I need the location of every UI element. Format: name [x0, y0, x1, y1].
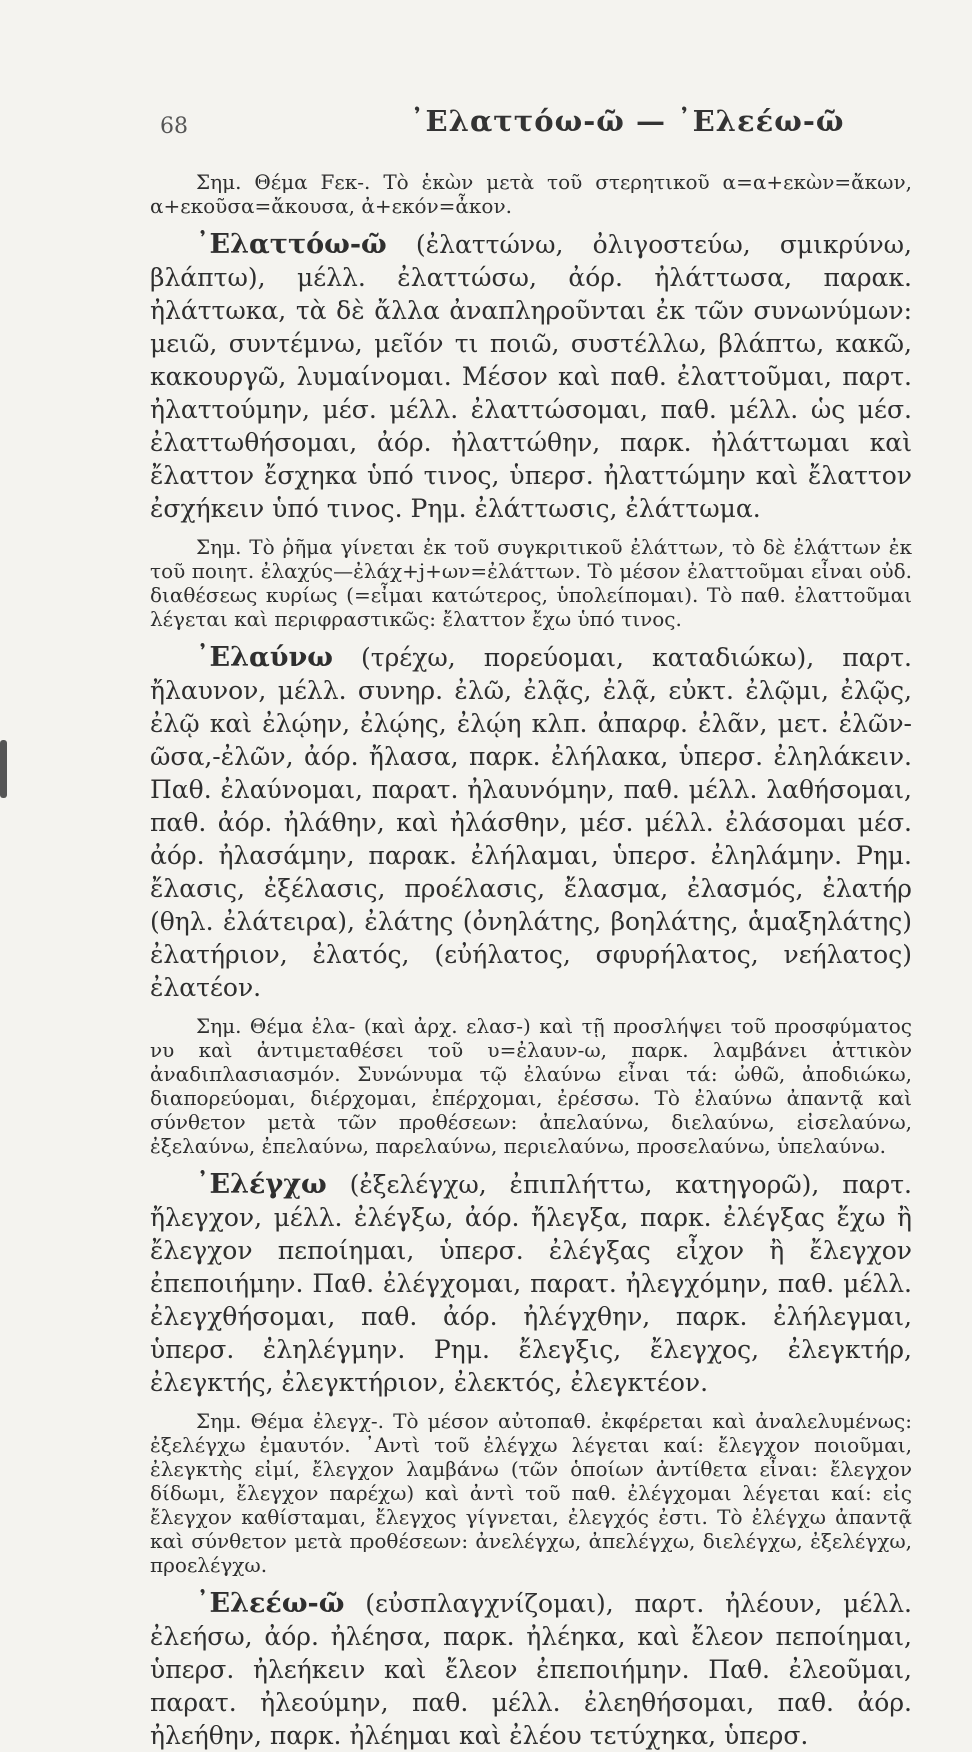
running-head: ᾿Ελαττόω-ῶ — ᾿Ελεέω-ῶ — [410, 104, 845, 138]
dictionary-entry — [150, 641, 912, 1004]
dictionary-entry — [150, 1587, 912, 1752]
page-edge-mark — [0, 740, 7, 798]
entry-text: (ἐξελέγχω, ἐπιπλήττω, κατηγορῶ), παρτ. ἤλεγχον, μέλλ. ἐλέγξω, ἀόρ. ἤλεγξα, παρκ. ἐλέγξας ἔχω ἢ ἔλεγχον πεποίημαι, ὑπερσ. ἐλέγξας εἶχον ἢ ἔλεγχον ἐπεποιήμην. Παθ. ἐλέγχομαι, παρατ. ἠλεγχόμην, παθ. μέλλ. ἐλεγχθήσομαι, παθ. ἀόρ. ἠλέγχθην, παρκ. ἐλήλεγμαι, ὑπερσ. ἐληλέγμην. Ρημ. ἔλεγξις, ἔλεγχος, ἐλεγκτήρ, ἐλεγκτής, ἐλεγκτήριον, ἐλεκτός, ἐλεγκτέον. — [150, 1170, 912, 1397]
entry-lemma: ᾿Ελεέω-ῶ — [196, 1588, 345, 1619]
entry-text: (εὐσπλαγχνίζομαι), παρτ. ἠλέουν, μέλλ. ἐλεήσω, ἀόρ. ἠλέησα, παρκ. ἠλέηκα, καὶ ἔλεον πεποίημαι, ὑπερσ. ἠλεήκειν καὶ ἔλεον ἐπεποιήμην. Παθ. ἐλεοῦμαι, παρατ. ἠλεούμην, παθ. μέλλ. ἐλεηθήσομαι, παθ. ἀόρ. ἠλεήθην, παρκ. ἠλέημαι καὶ ἐλέου τετύχηκα, ὑπερσ. — [150, 1589, 912, 1750]
entry-text: (τρέχω, πορεύομαι, καταδιώκω), παρτ. ἤλαυνον, μέλλ. συνηρ. ἐλῶ, ἐλᾷς, ἐλᾷ, εὐκτ. ἐλῷμι, ἐλῷς, ἐλῷ καὶ ἐλῴην, ἐλῴης, ἐλῴη κλπ. ἀπαρφ. ἐλᾶν, μετ. ἐλῶν-ῶσα,-ἐλῶν, ἀόρ. ἤλασα, παρκ. ἐλήλακα, ὑπερσ. ἐληλάκειν. Παθ. ἐλαύνομαι, παρατ. ἠλαυνόμην, παθ. μέλλ. λαθήσομαι, παθ. ἀόρ. ἠλάθην, καὶ ἠλάσθην, μέσ. μέλλ. ἐλάσομαι μέσ. ἀόρ. ἠλασάμην, παρακ. ἐλήλαμαι, ὑπερσ. ἐληλάμην. Ρημ. ἔλασις, ἐξέλασις, προέλασις, ἔλασμα, ἐλασμός, ἐλατήρ (θηλ. ἐλάτειρα), ἐλάτης (ὀνηλάτης, βοηλάτης, ἁμαξηλάτης) ἐλατήριον, ἐλατός, (εὐήλατος, σφυρήλατος, νεήλατος) ἐλατέον. — [150, 643, 912, 1002]
page-header — [150, 100, 912, 152]
note-text: Σημ. Τὸ ῥῆμα γίνεται ἐκ τοῦ συγκριτικοῦ ἐλάττων, τὸ δὲ ἐλάττων ἐκ τοῦ ποιητ. ἐλαχύς—ἐλάχ+j+ων=ἐλάττων. Τὸ μέσον ἐλαττοῦμαι εἶναι οὐδ. διαθέσεως κυρίως (=εἶμαι κατώτερος, ὑπολείπομαι). Τὸ παθ. ἐλαττοῦμαι λέγεται καὶ περιφραστικῶς: ἔλαττον ἔχω ὑπό τινος. — [150, 535, 912, 631]
dictionary-entry — [150, 1168, 912, 1399]
note-block — [150, 1409, 912, 1577]
entry-text: (ἐλαττώνω, ὀλιγοστεύω, σμικρύνω, βλάπτω), μέλλ. ἐλαττώσω, ἀόρ. ἠλάττωσα, παρακ. ἠλάττωκα, τὰ δὲ ἄλλα ἀναπληροῦνται ἐκ τῶν συνωνύμων: μειῶ, συντέμνω, μεῖόν τι ποιῶ, συστέλλω, βλάπτω, κακῶ, κακουργῶ, λυμαίνομαι. Μέσον καὶ παθ. ἐλαττοῦμαι, παρτ. ἠλαττούμην, μέσ. μέλλ. ἐλαττώσομαι, παθ. μέλλ. ὡς μέσ. ἐλαττωθήσομαι, ἀόρ. ἠλαττώθην, παρκ. ἠλάττωμαι καὶ ἔλαττον ἔσχηκα ὑπό τινος, ὑπερσ. ἠλαττώμην καὶ ἔλαττον ἐσχήκειν ὑπό τινος. Ρημ. ἐλάττωσις, ἐλάττωμα. — [150, 230, 912, 523]
note-block — [150, 535, 912, 631]
entry-lemma: ᾿Ελέγχω — [196, 1169, 327, 1200]
note-block — [150, 1014, 912, 1158]
note-text: Σημ. Θέμα ἐλα- (καὶ ἀρχ. ελασ-) καὶ τῇ προσλήψει τοῦ προσφύματος νυ καὶ ἀντιμεταθέσει τοῦ υ=ἐλαυν-ω, παρκ. λαμβάνει ἀττικὸν ἀναδιπλασιασμόν. Συνώνυμα τῷ ἐλαύνω εἶναι τά: ὠθῶ, ἀποδιώκω, διαπορεύομαι, διέρχομαι, ἐπέρχομαι, ἐρέσσω. Τὸ ἐλαύνω ἀπαντᾷ καὶ σύνθετον μετὰ τῶν προθέσεων: ἀπελαύνω, διελαύνω, εἰσελαύνω, ἐξελαύνω, ἐπελαύνω, παρελαύνω, περιελαύνω, προσελαύνω, ὑπελαύνω. — [150, 1014, 912, 1158]
note-text: Σημ. Θέμα ἐλεγχ-. Τὸ μέσον αὐτοπαθ. ἐκφέρεται καὶ ἀναλελυμένως: ἐξελέγχω ἐμαυτόν. ᾿Αντὶ τοῦ ἐλέγχω λέγεται καί: ἔλεγχον ποιοῦμαι, ἐλεγκτὴς εἰμί, ἔλεγχον λαμβάνω (τῶν ὁποίων ἀντίθετα εἶναι: ἔλεγχον δίδωμι, ἔλεγχον παρέχω) καὶ ἀντὶ τοῦ παθ. ἐλέγχομαι λέγεται καί: εἰς ἔλεγχον καθίσταμαι, ἔλεγχος γίγνεται, ἐλεγχός ἐστι. Τὸ ἐλέγχω ἀπαντᾷ καὶ σύνθετον μετὰ προθέσεων: ἀνελέγχω, ἀπελέγχω, διελέγχω, ἐξελέγχω, προελέγχω. — [150, 1409, 912, 1577]
page-number: 68 — [160, 114, 188, 139]
note-block — [150, 170, 912, 218]
entry-lemma: ᾿Ελαύνω — [196, 642, 333, 673]
note-text: Σημ. Θέμα Fεκ-. Τὸ ἑκὼν μετὰ τοῦ στερητικοῦ α=α+εκὼν=ἄκων, α+εκοῦσα=ἄκουσα, ἀ+εκόν=ἆκον. — [150, 170, 912, 218]
dictionary-entry — [150, 228, 912, 525]
entry-lemma: ᾿Ελαττόω-ῶ — [196, 229, 387, 260]
